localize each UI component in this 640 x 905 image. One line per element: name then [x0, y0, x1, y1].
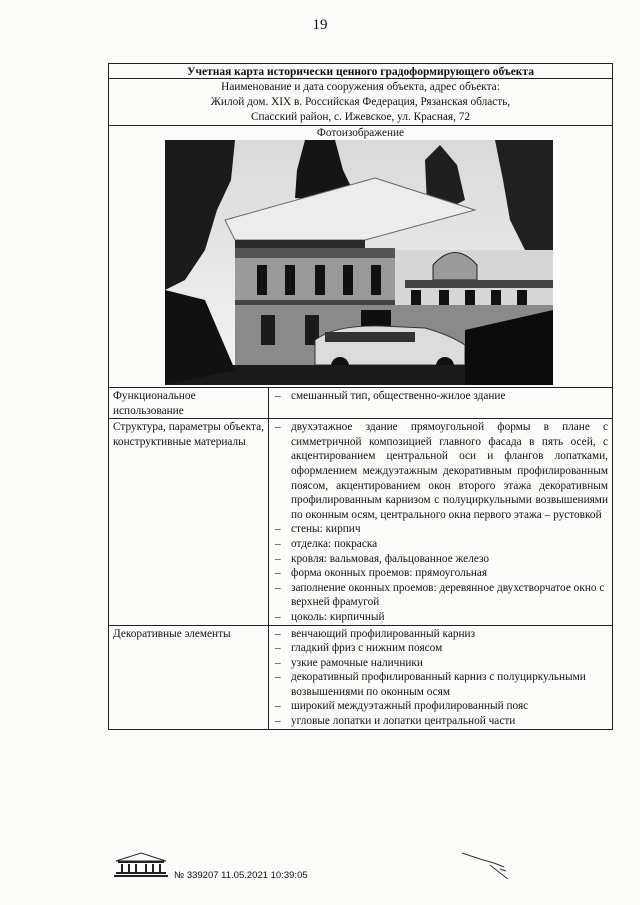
item-text: отделка: покраска	[291, 537, 378, 550]
list-item	[275, 581, 608, 610]
dash-marker: –	[275, 656, 281, 669]
dash-marker: –	[275, 671, 281, 684]
document-code: № 339207 11.05.2021 10:39:05	[174, 870, 308, 881]
item-text: стены: кирпич	[291, 523, 361, 536]
list-item	[275, 627, 608, 642]
dash-marker: –	[275, 581, 281, 594]
list-item	[275, 670, 608, 699]
row-label: Структура, параметры объекта, конструктивные материалы	[109, 419, 269, 624]
dash-marker: –	[275, 627, 281, 640]
row-label: Функциональное использование	[109, 388, 269, 418]
registration-card	[108, 63, 613, 730]
building-photo	[165, 140, 553, 385]
row-label: Декоративные элементы	[109, 626, 269, 729]
list-item	[275, 389, 608, 404]
row-structure	[109, 419, 612, 625]
dash-marker: –	[275, 523, 281, 536]
item-text: форма оконных проемов: прямоугольная	[291, 567, 488, 580]
row-value	[269, 388, 612, 418]
item-text: цоколь: кирпичный	[291, 610, 385, 623]
list-item	[275, 656, 608, 671]
dash-marker: –	[275, 390, 281, 402]
photo-cell	[109, 140, 612, 388]
dash-marker: –	[275, 700, 281, 713]
row-functional-use	[109, 388, 612, 419]
list-item	[275, 552, 608, 567]
dash-marker: –	[275, 610, 281, 623]
item-text: венчающий профилированный карниз	[291, 627, 476, 640]
list-item	[275, 610, 608, 625]
item-text: гладкий фриз с нижним поясом	[291, 642, 443, 655]
item-text: смешанный тип, общественно-жилое здание	[291, 390, 506, 402]
object-address-line: Спасский район, с. Ижевское, ул. Красная, 72	[250, 111, 471, 123]
list-item	[275, 699, 608, 714]
government-building-logo	[112, 852, 170, 878]
dash-marker: –	[275, 421, 281, 434]
list-item	[275, 714, 608, 729]
page-number: 19	[312, 17, 328, 33]
photo-caption: Фотоизображение	[316, 127, 405, 139]
list-item	[275, 641, 608, 656]
card-title: Учетная карта исторически ценного градоформирующего объекта	[109, 64, 612, 79]
row-value	[269, 419, 612, 624]
item-text: двухэтажное здание прямоугольной формы в плане с симметричной композицией главного фасада в пять осей, с акцентированием центральной оси и флангов лопатками, оформлением междуэтажным декоративным профилированным поясом, акцентированием окон второго этажа декоративным профилированным карнизом с полуциркульными возвышениями по оконным осям, центрального окна первого этажа – рустовкой	[291, 421, 608, 521]
item-text: декоративный профилированный карниз с полуциркульными возвышениями по оконным осям	[291, 671, 586, 698]
dash-marker: –	[275, 552, 281, 565]
row-decorative-elements	[109, 626, 612, 729]
object-name-block	[109, 79, 612, 126]
item-text: широкий междуэтажный профилированный пояс	[291, 700, 529, 713]
dash-marker: –	[275, 537, 281, 550]
object-name-caption: Наименование и дата сооружения объекта, адрес объекта:	[221, 81, 500, 93]
item-text: кровля: вальмовая, фальцованное железо	[291, 552, 490, 565]
list-item	[275, 420, 608, 522]
dash-marker: –	[275, 715, 281, 728]
signature-mark	[460, 845, 520, 885]
dash-marker: –	[275, 642, 281, 655]
list-item	[275, 566, 608, 581]
list-item	[275, 522, 608, 537]
item-text: угловые лопатки и лопатки центральной части	[291, 715, 516, 728]
object-name-line: Жилой дом. XIX в. Российская Федерация, Рязанская область,	[210, 96, 511, 108]
item-text: заполнение оконных проемов: деревянное двухстворчатое окно с верхней фрамугой	[291, 581, 605, 609]
item-text: узкие рамочные наличники	[291, 656, 423, 669]
list-item	[275, 537, 608, 552]
row-value	[269, 626, 612, 729]
dash-marker: –	[275, 567, 281, 580]
